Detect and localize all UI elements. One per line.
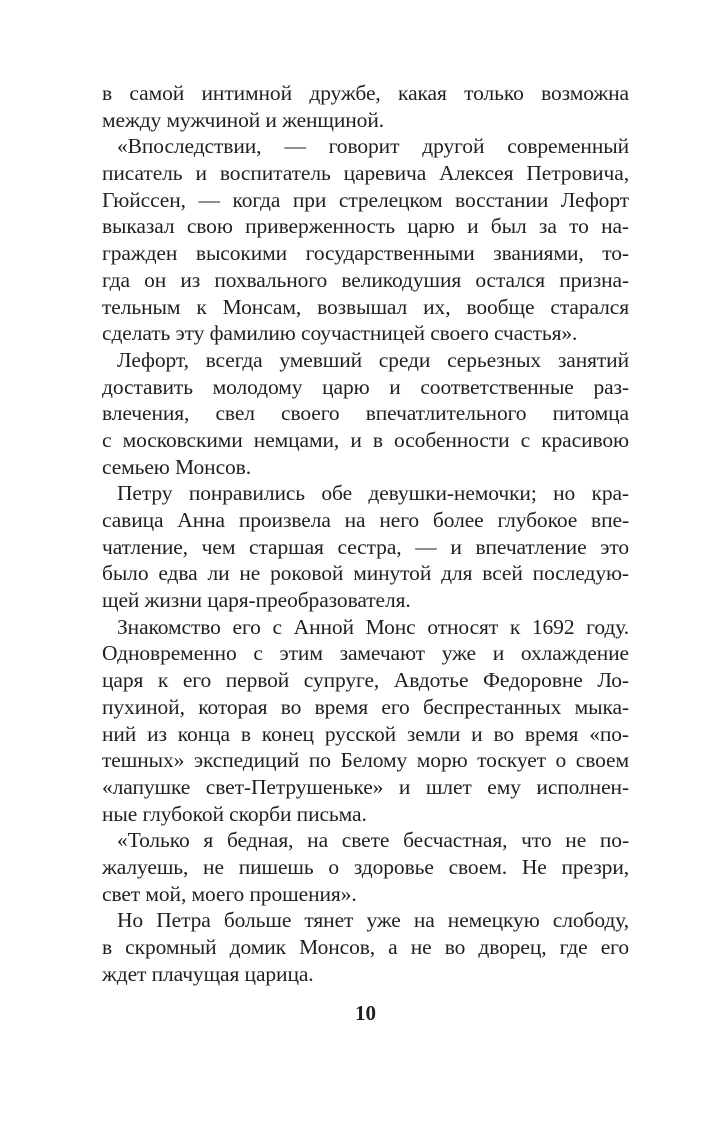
text-line: влечения, свел своего впечатлительного питомца — [102, 401, 629, 426]
text-line: Лефорт, всегда умевший среди серьезных занятий — [117, 347, 629, 372]
text-line: «Впоследствии, — говорит другой современный — [117, 134, 629, 159]
text-line: щей жизни царя-преобразователя. — [102, 588, 411, 613]
text-line: тешных» экспедиций по Белому морю тоскует о своем — [102, 748, 629, 773]
page-number: 10 — [355, 1001, 376, 1025]
text-line: выказал свою приверженность царю и был за то на- — [102, 214, 629, 239]
text-line: царя к его первой супруге, Авдотье Федоровне Ло- — [102, 668, 629, 693]
text-line: Знакомство его с Анной Монс относят к 1692 году. — [117, 614, 629, 639]
text-line: гда он из похвального великодушия остался призна- — [102, 267, 629, 292]
text-line: в самой интимной дружбе, какая только возможна — [102, 81, 629, 105]
text-line: «Только я бедная, на свете бесчастная, что не по- — [117, 828, 629, 853]
text-line: в скромный домик Монсов, а не во дворец, где его — [102, 935, 629, 959]
text-line: «лапушке свет-Петрушеньке» и шлет ему исполнен- — [102, 774, 629, 799]
text-line: с московскими немцами, и в особенности с красивою — [102, 427, 629, 452]
text-line: Петру понравились обе девушки-немочки; но кра- — [117, 481, 629, 506]
text-block — [102, 80, 629, 987]
text-line: свет мой, моего прошения». — [102, 881, 357, 906]
text-line: Но Петра больше тянет уже на немецкую слободу, — [117, 908, 629, 933]
text-line: писатель и воспитатель царевича Алексея Петровича, — [102, 161, 629, 186]
text-line: гражден высокими государственными званиями, то- — [102, 241, 629, 266]
text-line: доставить молодому царю и соответственные раз- — [102, 374, 629, 399]
text-line: Одновременно с этим замечают уже и охлаждение — [102, 641, 629, 666]
text-line: пухиной, которая во время его беспрестанных мыка- — [102, 694, 629, 719]
text-line: семьею Монсов. — [102, 454, 251, 479]
text-line: тельным к Монсам, возвышал их, вообще старался — [102, 294, 629, 319]
text-line: ные глубокой скорби письма. — [102, 801, 367, 826]
text-line: сделать эту фамилию соучастницей своего счастья». — [102, 321, 578, 346]
text-line: Гюйссен, — когда при стрелецком восстании Лефорт — [102, 187, 629, 212]
text-line: савица Анна произвела на него более глубокое впе- — [102, 508, 629, 532]
text-line: жалуешь, не пишешь о здоровье своем. Не презри, — [102, 854, 629, 879]
text-line: чатление, чем старшая сестра, — и впечатление это — [102, 534, 629, 559]
text-line: ждет плачущая царица. — [102, 961, 314, 986]
text-line: между мужчиной и женщиной. — [102, 107, 385, 132]
text-line: ний из конца в конец русской земли и во время «по- — [102, 721, 629, 746]
text-line: было едва ли не роковой минутой для всей последую- — [102, 561, 629, 586]
